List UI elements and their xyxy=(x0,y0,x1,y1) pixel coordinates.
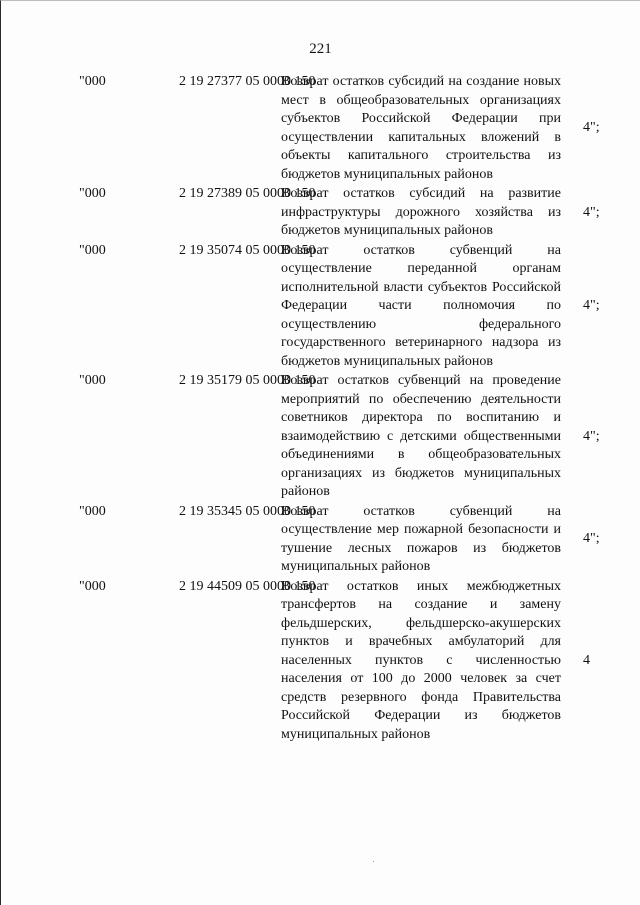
budget-level-cell xyxy=(561,204,640,223)
income-description: Возврат остатков иных межбюджетных трансфертов на создание и замену фельдшерских, фельдшерско-акушерских пунктов и врачебных амбулаторий для населенных пунктов с численностью населения от 100 до 2000 человек за счет средств резервного фонда Правительства Российской Федерации из бюджетов муниципальных районов xyxy=(281,578,561,742)
income-description: Возврат остатков субвенций на осуществление переданной органам исполнительной власти субъектов Российской Федерации части полномочия по осуществлению федерального государственного ветеринарного надзора из бюджетов муниципальных районов xyxy=(281,242,561,369)
page-number: 221 xyxy=(309,41,332,57)
table-row xyxy=(1,578,640,745)
admin-code: "000 xyxy=(79,578,106,594)
scan-speck xyxy=(373,861,374,862)
kbk-code: 2 19 44509 05 0000 150 xyxy=(179,578,316,594)
admin-code: "000 xyxy=(79,242,106,258)
kbk-code: 2 19 35345 05 0000 150 xyxy=(179,503,316,519)
budget-level: 4"; xyxy=(583,204,600,220)
kbk-code: 2 19 35074 05 0000 150 xyxy=(179,242,316,258)
kbk-table xyxy=(1,73,640,745)
kbk-code: 2 19 35179 05 0000 150 xyxy=(179,373,316,388)
budget-level: 4 xyxy=(583,652,590,668)
income-description: Возврат остатков субсидий на развитие инфраструктуры дорожного хозяйства из бюджетов муниципальных районов xyxy=(281,186,561,238)
income-description: Возврат остатков субвенций на проведение мероприятий по обеспечению деятельности советников директора по воспитанию и взаимодействию с детскими общественными объединениями в общеобразовательных организациях из бюджетов муниципальных районов xyxy=(281,373,561,499)
admin-code: "000 xyxy=(79,74,106,89)
kbk-code: 2 19 27377 05 0000 150 xyxy=(179,74,316,89)
table-row xyxy=(1,503,640,577)
admin-code: "000 xyxy=(79,503,106,519)
table-row xyxy=(1,372,640,502)
budget-level-cell xyxy=(561,297,640,316)
budget-level: 4"; xyxy=(583,531,600,547)
table-row xyxy=(1,73,640,184)
income-description: Возврат остатков субсидий на создание новых мест в общеобразовательных организациях субъектов Российской Федерации при осуществлении капитальных вложений в объекты капитального строительства из бюджетов муниципальных районов xyxy=(281,74,561,182)
table-row xyxy=(1,185,640,241)
admin-code: "000 xyxy=(79,186,106,201)
admin-code: "000 xyxy=(79,373,106,388)
budget-level: 4"; xyxy=(583,298,600,313)
budget-level: 4"; xyxy=(583,428,600,444)
table-row xyxy=(1,242,640,372)
budget-level-cell xyxy=(561,530,640,549)
income-description: Возврат остатков субвенций на осуществление мер пожарной безопасности и тушение лесных пожаров из бюджетов муниципальных районов xyxy=(281,503,561,574)
kbk-code: 2 19 27389 05 0000 150 xyxy=(179,186,316,201)
budget-level-cell xyxy=(561,428,640,447)
budget-level-cell xyxy=(561,119,640,138)
budget-level-cell xyxy=(561,652,640,671)
budget-level: 4"; xyxy=(583,120,600,136)
